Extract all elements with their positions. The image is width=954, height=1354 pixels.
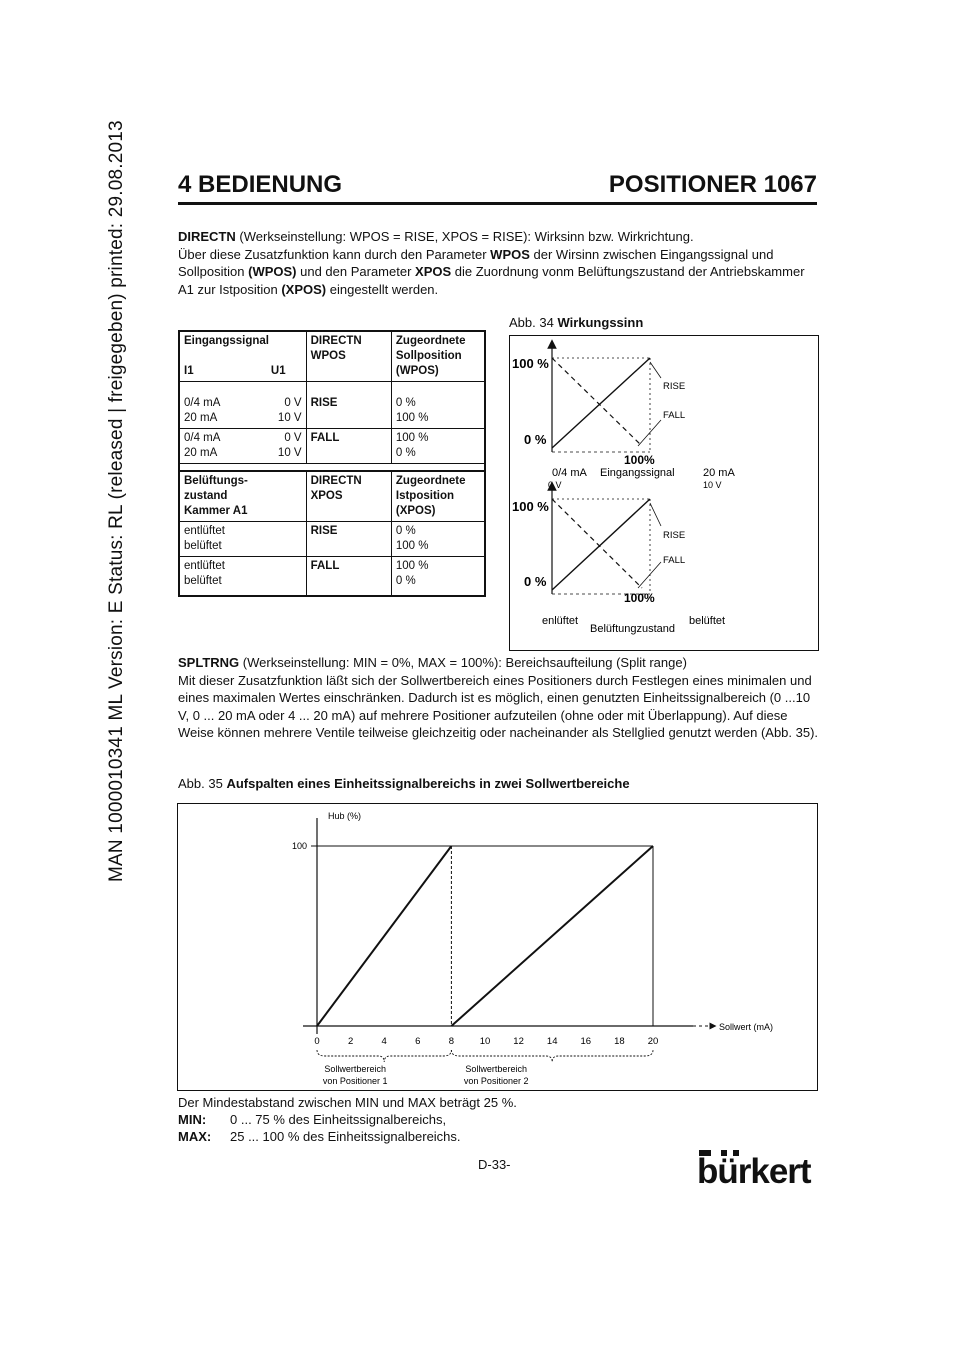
directn-text-2: Über diese Zusatzfunktion kann durch den Parameter bbox=[178, 246, 491, 262]
cell-r2-position: 100 % 0 % bbox=[391, 429, 485, 464]
chart-x-tick-label: 12 bbox=[513, 1036, 524, 1047]
fig34-caption-title: Wirkungssinn bbox=[557, 315, 644, 330]
chart-x-tick-label: 6 bbox=[415, 1036, 421, 1047]
fig35-box bbox=[177, 803, 818, 1091]
top-x-start: 0/4 mA bbox=[552, 467, 587, 479]
th-istposition: Zugeordnete Istposition (XPOS) bbox=[391, 471, 485, 522]
directn-wpos-paren: (WPOS) bbox=[248, 264, 297, 279]
max-value: 25 ... 100 % des Einheitssignalbereichs. bbox=[230, 1129, 461, 1144]
chart-x-tick-label: 8 bbox=[448, 1036, 455, 1047]
fig35-caption-title: Aufspalten eines Einheitssignalbereichs in zwei Sollwertbereiche bbox=[226, 776, 630, 791]
chart-x-tick-label: 0 bbox=[314, 1036, 320, 1047]
chart-series-line-1 bbox=[317, 846, 451, 1026]
bottom-x-label: Belüftungzustand bbox=[590, 623, 676, 635]
top-rise-label: RISE bbox=[663, 381, 686, 392]
th-directn-wpos: DIRECTN WPOS bbox=[306, 331, 391, 382]
th-directn-xpos: DIRECTN XPOS bbox=[306, 471, 391, 522]
bottom-fall-label: FALL bbox=[663, 555, 686, 566]
directn-xpos: XPOS bbox=[415, 264, 452, 279]
directn-text-4: und den Parameter bbox=[296, 264, 416, 279]
top-y100-label: 100 % bbox=[512, 356, 549, 371]
bottom-rise-line bbox=[552, 499, 650, 590]
th-sollposition: Zugeordnete Sollposition (WPOS) bbox=[391, 331, 485, 382]
burkert-logo bbox=[697, 1146, 817, 1192]
cell-r3-position: 0 % 100 % bbox=[391, 522, 485, 557]
fig34-box bbox=[509, 335, 819, 651]
chart-xlabel: Sollwert (mA) bbox=[719, 1022, 774, 1032]
chart-y-tick-label: 100 bbox=[292, 841, 308, 851]
directn-paragraph bbox=[178, 228, 820, 298]
directn-text-6: eingestellt werden. bbox=[326, 281, 439, 297]
min-value: 0 ... 75 % des Einheitssignalbereichs, bbox=[230, 1112, 447, 1127]
bottom-fall-pointer bbox=[638, 562, 661, 588]
directn-table bbox=[178, 330, 486, 597]
product-title: POSITIONER 1067 bbox=[608, 171, 817, 198]
directn-text-5: die Zuordnung vonm Belüftungszustand der Antriebskammer A1 zur Istposition bbox=[178, 264, 805, 297]
range-label-1-line1: Sollwertbereich bbox=[324, 1064, 386, 1074]
chart-x-tick-label: 16 bbox=[580, 1036, 592, 1047]
min-key: MIN: bbox=[178, 1112, 207, 1127]
bottom-x100-label: 100% bbox=[624, 591, 655, 605]
cell-r3-directn: RISE bbox=[306, 522, 391, 557]
spltrng-key: SPLTRNG bbox=[178, 655, 240, 670]
spltrng-text-2: Mit dieser Zusatzfunktion läßt sich der Sollwertbereich eines Positioners durch Festlegen eines minimalen und eines maximalen Wertes einschränken. Dadurch ist es möglich, einen genutzten Einheitssignalbereich (0 ...10 V, 0 ... 20 mA oder 4 ... 20 mA) auf mehrere Positioner aufzuteilen (ohne oder mit Überlappung). Auf diese Weise können mehrere Ventile teilweise gleichzeitig oder nacheinander als Stellglied genutzt werden (Abb. 35). bbox=[178, 672, 819, 740]
chart-x-tick-label: 4 bbox=[381, 1036, 387, 1047]
chart-x-tick-label: 18 bbox=[614, 1036, 625, 1047]
cell-r2-current: 0/4 mA 20 mA bbox=[184, 432, 221, 459]
directn-text-3: der Wirsinn zwischen Eingangssignal und Sollposition bbox=[178, 246, 774, 279]
bottom-fall-line bbox=[552, 499, 642, 588]
chart-ylabel: Hub (%) bbox=[328, 811, 362, 821]
top-y0-label: 0 % bbox=[524, 432, 547, 447]
th-u1: U1 bbox=[270, 365, 286, 377]
directn-xpos-paren: (XPOS) bbox=[281, 281, 327, 297]
fig35-caption bbox=[178, 776, 630, 791]
cell-r3-state: entlüftet belüftet bbox=[179, 522, 306, 557]
chart-x-tick-label: 10 bbox=[479, 1036, 491, 1047]
chart-x-tick-label: 2 bbox=[347, 1036, 354, 1047]
top-x-label: Eingangssignal bbox=[600, 467, 675, 479]
top-rise-pointer bbox=[650, 362, 661, 378]
chapter-title: 4 BEDIENUNG bbox=[178, 171, 343, 198]
chart-x-tick-label: 14 bbox=[546, 1036, 558, 1047]
page-number: D-33- bbox=[478, 1157, 511, 1172]
top-fall-pointer bbox=[638, 420, 661, 446]
directn-wpos: WPOS bbox=[490, 246, 530, 262]
spltrng-paragraph bbox=[178, 654, 820, 742]
min-distance-text: Der Mindestabstand zwischen MIN und MAX beträgt 25 %. bbox=[178, 1095, 517, 1110]
cell-r4-directn: FALL bbox=[306, 557, 391, 597]
top-fall-line bbox=[552, 358, 642, 446]
cell-r4-state: entlüftet belüftet bbox=[179, 557, 306, 597]
fig34-caption bbox=[509, 315, 643, 330]
bottom-y100-label: 100 % bbox=[512, 499, 549, 514]
top-x-start-v: 0 V bbox=[548, 480, 562, 490]
top-rise-line bbox=[552, 358, 650, 448]
range-label-2-line1: Sollwertbereich bbox=[465, 1064, 527, 1074]
cell-r1-current: 0/4 mA 20 mA bbox=[184, 397, 221, 424]
fig34-caption-prefix: Abb. 34 bbox=[509, 315, 558, 330]
bottom-y0-label: 0 % bbox=[524, 574, 547, 589]
directn-key: DIRECTN bbox=[178, 229, 236, 244]
cell-r4-position: 100 % 0 % bbox=[391, 557, 485, 597]
logo-text: bürkert bbox=[697, 1152, 811, 1191]
range-bracket-2 bbox=[451, 1050, 653, 1062]
chart-series-line-2 bbox=[451, 846, 653, 1026]
directn-text-1: (Werkseinstellung: WPOS = RISE, XPOS = RISE): Wirksinn bzw. Wirkrichtung. bbox=[235, 229, 694, 244]
top-x-end-v: 10 V bbox=[703, 480, 722, 490]
top-fall-label: FALL bbox=[663, 410, 686, 421]
cell-r1-directn: RISE bbox=[306, 382, 391, 429]
fig35-caption-prefix: Abb. 35 bbox=[178, 776, 227, 791]
top-x-end: 20 mA bbox=[703, 467, 735, 479]
range-bracket-1 bbox=[317, 1050, 451, 1062]
fig35-chart bbox=[178, 804, 817, 1090]
cell-r1-voltage: 0 V 10 V bbox=[277, 397, 302, 424]
cell-r2-voltage: 0 V 10 V bbox=[277, 432, 302, 459]
bottom-x-end: belüftet bbox=[689, 615, 726, 627]
th-belueftungszustand: Belüftungs- zustand Kammer A1 bbox=[179, 471, 306, 522]
fig34-graphic bbox=[510, 336, 818, 650]
split-range-limits bbox=[178, 1094, 820, 1145]
cell-r1-position: 0 % 100 % bbox=[391, 382, 485, 429]
bottom-x-start: enlüftet bbox=[542, 615, 579, 627]
th-i1: I1 bbox=[184, 365, 194, 377]
range-label-1-line2: von Positioner 1 bbox=[322, 1076, 388, 1086]
range-label-2-line2: von Positioner 2 bbox=[463, 1076, 529, 1086]
document-status-sidebar: MAN 1000010341 ML Version: E Status: RL (released | freigegeben) printed: 29.08.2013 bbox=[106, 120, 127, 882]
header-rule bbox=[178, 202, 817, 205]
chart-x-tick-label: 20 bbox=[647, 1036, 659, 1047]
bottom-rise-pointer bbox=[650, 503, 661, 526]
top-x100-label: 100% bbox=[624, 453, 655, 467]
cell-r2-directn: FALL bbox=[306, 429, 391, 464]
bottom-rise-label: RISE bbox=[663, 530, 686, 541]
th-eingangssignal: Eingangssignal bbox=[184, 335, 269, 347]
spltrng-text-1: (Werkseinstellung: MIN = 0%, MAX = 100%): Bereichsaufteilung (Split range) bbox=[239, 655, 687, 670]
max-key: MAX: bbox=[178, 1129, 212, 1144]
